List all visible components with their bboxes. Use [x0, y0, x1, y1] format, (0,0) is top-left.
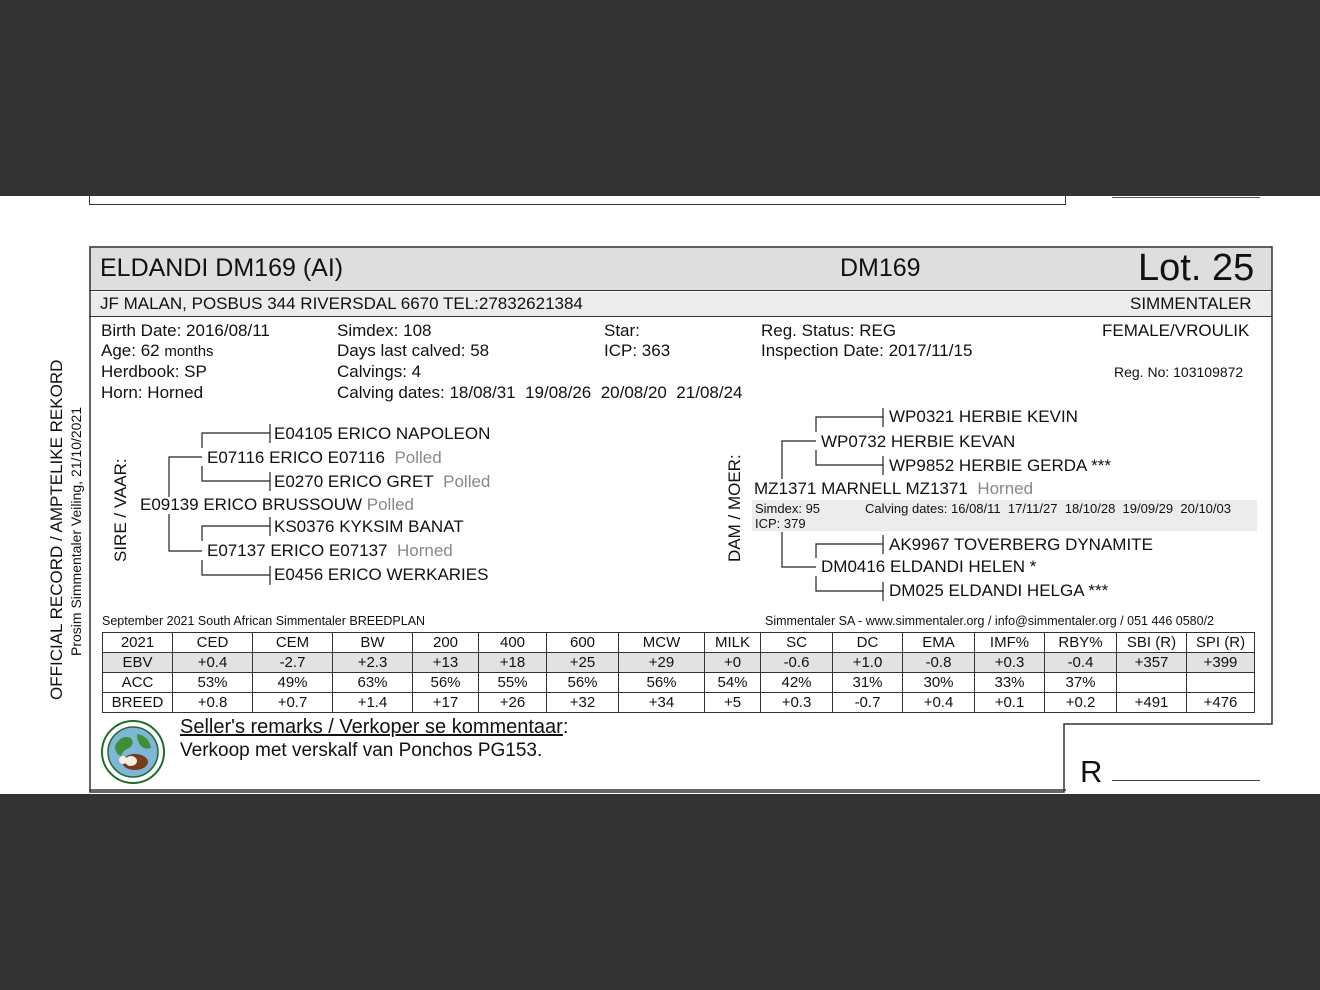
table-cell: +0.1 — [975, 693, 1045, 713]
dam-sire-dam: WP9852 HERBIE GERDA *** — [889, 456, 1112, 475]
table-cell: +0.3 — [975, 653, 1045, 673]
table-cell: 54% — [705, 673, 761, 693]
table-cell: -0.7 — [833, 693, 903, 713]
table-cell: +476 — [1187, 693, 1255, 713]
table-cell: +1.4 — [333, 693, 413, 713]
table-cell: +0.2 — [1045, 693, 1117, 713]
table-cell: 53% — [173, 673, 253, 693]
simmentaler-logo-icon — [101, 720, 165, 784]
table-cell: +0.4 — [173, 653, 253, 673]
table-cell: MILK — [705, 633, 761, 653]
table-cell: 31% — [833, 673, 903, 693]
table-cell: 56% — [413, 673, 479, 693]
table-cell: +26 — [479, 693, 547, 713]
table-cell: DC — [833, 633, 903, 653]
ebv-table — [102, 632, 1255, 713]
remarks-heading: Seller's remarks / Verkoper se kommentaar: — [180, 716, 569, 738]
table-cell: 56% — [547, 673, 619, 693]
table-cell: 200 — [413, 633, 479, 653]
owner-details: JF MALAN, POSBUS 344 RIVERSDAL 6670 TEL:27832621384 — [100, 294, 583, 313]
table-cell: +29 — [619, 653, 705, 673]
table-cell — [1187, 673, 1255, 693]
dam-calving-dates: Calving dates: 16/08/11 17/11/27 18/10/28 19/09/29 20/10/03 — [865, 501, 1231, 516]
sex: FEMALE/VROULIK — [1102, 321, 1250, 340]
dam-dam-sire: AK9967 TOVERBERG DYNAMITE — [889, 535, 1153, 554]
signature-letter: R — [1080, 754, 1103, 789]
calvings: Calvings: 4 — [337, 362, 422, 381]
sire-sire: E07116 ERICO E07116 Polled — [207, 448, 442, 467]
remarks-text: Verkoop met verskalf van Ponchos PG153. — [180, 740, 543, 761]
sire-label: SIRE / VAAR: — [111, 458, 130, 562]
table-cell: +34 — [619, 693, 705, 713]
table-cell: SBI (R) — [1117, 633, 1187, 653]
auction-label: Prosim Simmentaler Veiling, 21/10/2021 — [68, 406, 84, 656]
table-cell: -0.8 — [903, 653, 975, 673]
days-last-calved: Days last calved: 58 — [337, 341, 490, 360]
sire-dam-dam: E0456 ERICO WERKARIES — [274, 565, 489, 584]
horn-status: Horn: Horned — [101, 383, 204, 402]
reg-status: Reg. Status: REG — [761, 321, 897, 340]
table-cell: 400 — [479, 633, 547, 653]
table-cell: RBY% — [1045, 633, 1117, 653]
dam-simdex: Simdex: 95 — [755, 501, 821, 516]
star: Star: — [604, 321, 640, 340]
age: Age: 62 months — [101, 341, 214, 360]
table-cell: +0.7 — [253, 693, 333, 713]
herdbook: Herdbook: SP — [101, 362, 207, 381]
acc-row — [103, 673, 1255, 693]
table-cell: BW — [333, 633, 413, 653]
table-cell: ACC — [103, 673, 173, 693]
table-cell: +1.0 — [833, 653, 903, 673]
table-cell: 56% — [619, 673, 705, 693]
signature-line[interactable] — [1112, 780, 1260, 781]
table-cell: 49% — [253, 673, 333, 693]
lot-number: Lot. 25 — [1138, 247, 1255, 289]
sire-sire-sire: E04105 ERICO NAPOLEON — [274, 424, 491, 443]
table-cell: 55% — [479, 673, 547, 693]
table-cell: EBV — [103, 653, 173, 673]
table-cell: EMA — [903, 633, 975, 653]
table-cell: +0.3 — [761, 693, 833, 713]
breedplan-caption: September 2021 South African Simmentaler BREEDPLAN — [102, 614, 426, 628]
table-cell: 30% — [903, 673, 975, 693]
breed-name: SIMMENTALER — [1130, 294, 1252, 313]
table-cell: +399 — [1187, 653, 1255, 673]
table-cell: +357 — [1117, 653, 1187, 673]
animal-name: ELDANDI DM169 (AI) — [100, 254, 344, 282]
birth-date: Birth Date: 2016/08/11 — [101, 321, 270, 340]
dam-sire: WP0732 HERBIE KEVAN — [821, 432, 1016, 451]
table-cell: +13 — [413, 653, 479, 673]
table-cell: +491 — [1117, 693, 1187, 713]
table-cell: BREED — [103, 693, 173, 713]
table-cell: 600 — [547, 633, 619, 653]
official-record-label: OFFICIAL RECORD / AMPTELIKE REKORD — [47, 359, 66, 700]
ebv-row — [103, 653, 1255, 673]
table-cell: +2.3 — [333, 653, 413, 673]
table-cell: SPI (R) — [1187, 633, 1255, 653]
table-cell: -0.4 — [1045, 653, 1117, 673]
table-cell: MCW — [619, 633, 705, 653]
table-cell: -2.7 — [253, 653, 333, 673]
table-cell: IMF% — [975, 633, 1045, 653]
society-contact: Simmentaler SA - www.simmentaler.org / info@simmentaler.org / 051 446 0580/2 — [765, 614, 1215, 628]
dam-label: DAM / MOER: — [725, 454, 744, 562]
icp: ICP: 363 — [604, 341, 671, 360]
table-cell: +0.4 — [903, 693, 975, 713]
table-cell: 42% — [761, 673, 833, 693]
table-cell: 33% — [975, 673, 1045, 693]
table-cell: SC — [761, 633, 833, 653]
dam-sire-sire: WP0321 HERBIE KEVIN — [889, 407, 1078, 426]
table-cell: CEM — [253, 633, 333, 653]
table-cell: +5 — [705, 693, 761, 713]
table-cell — [1117, 673, 1187, 693]
dam-dam: DM0416 ELDANDI HELEN * — [821, 557, 1037, 576]
breed-row — [103, 693, 1255, 713]
sire-sire-dam: E0270 ERICO GRET Polled — [274, 472, 491, 491]
ebv-header-row — [103, 633, 1255, 653]
table-cell: +25 — [547, 653, 619, 673]
inspection-date: Inspection Date: 2017/11/15 — [761, 341, 973, 360]
table-cell: 37% — [1045, 673, 1117, 693]
dam-name: MZ1371 MARNELL MZ1371 Horned — [754, 479, 1034, 498]
table-cell: 63% — [333, 673, 413, 693]
table-cell: +32 — [547, 693, 619, 713]
table-cell: +17 — [413, 693, 479, 713]
calving-dates: Calving dates: 18/08/31 19/08/26 20/08/20 21/08/24 — [337, 383, 743, 402]
table-cell: CED — [173, 633, 253, 653]
dam-icp: ICP: 379 — [755, 516, 806, 531]
table-cell: +0.8 — [173, 693, 253, 713]
sire-dam-sire: KS0376 KYKSIM BANAT — [274, 517, 464, 536]
reg-number: Reg. No: 103109872 — [1114, 364, 1244, 380]
dam-dam-dam: DM025 ELDANDI HELGA *** — [889, 581, 1109, 600]
animal-id: DM169 — [840, 254, 921, 282]
table-cell: -0.6 — [761, 653, 833, 673]
table-cell: 2021 — [103, 633, 173, 653]
simdex: Simdex: 108 — [337, 321, 432, 340]
table-cell: +0 — [705, 653, 761, 673]
sire-dam: E07137 ERICO E07137 Horned — [207, 541, 453, 560]
table-cell: +18 — [479, 653, 547, 673]
sire-name: E09139 ERICO BRUSSOUW Polled — [140, 495, 415, 514]
